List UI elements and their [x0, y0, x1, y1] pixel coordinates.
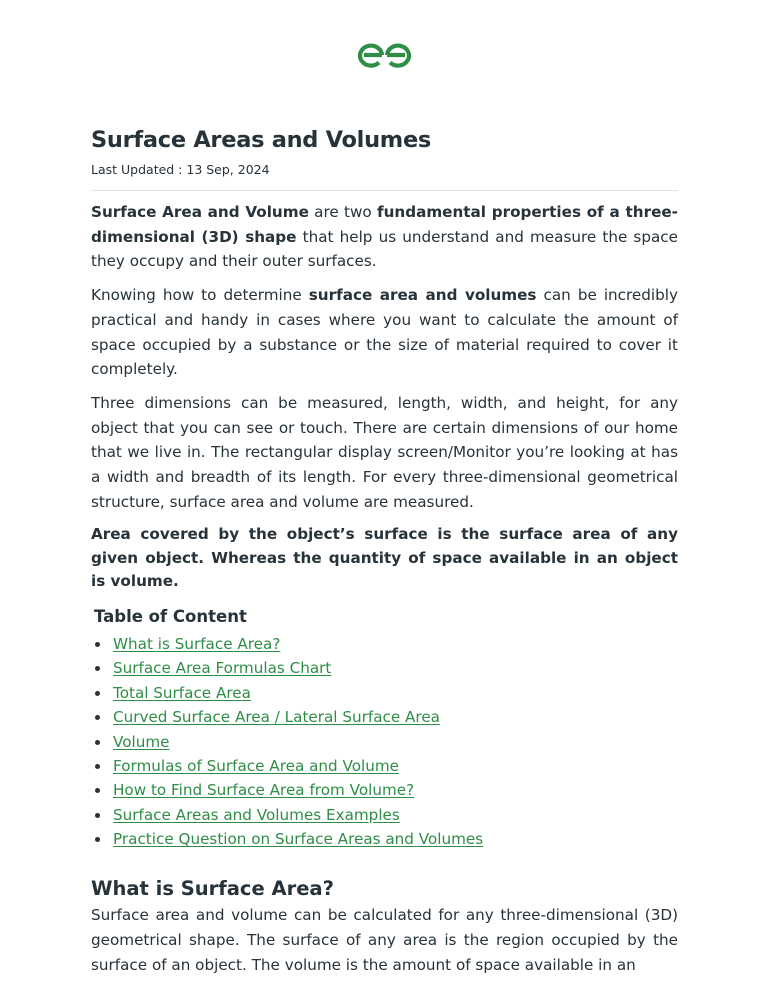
- toc-list: [91, 632, 678, 852]
- toc-link-formulas-area-volume[interactable]: Formulas of Surface Area and Volume: [113, 756, 399, 775]
- intro-text-2: that help us understand and measure the space they occupy and their outer surfaces.: [91, 227, 678, 271]
- intro-text-1: are two: [308, 203, 377, 221]
- table-of-content: [91, 605, 678, 852]
- paragraph-2: [91, 283, 678, 382]
- title-divider: [91, 190, 678, 191]
- paragraph-3: Three dimensions can be measured, length, width, and height, for any object that you can see or touch. There are certain dimensions of our home that we live in. The rectangular display screen/Monitor you’re looking at has a width and breadth of its length. For every three-dimensional geometrical structure, surface area and volume are measured.: [91, 393, 678, 511]
- toc-item: [91, 705, 678, 729]
- toc-item: [91, 656, 678, 680]
- toc-item: [91, 754, 678, 778]
- toc-link-practice-questions[interactable]: Practice Question on Surface Areas and Volumes: [113, 830, 484, 849]
- intro-bold-1: Surface Area and Volume: [91, 203, 309, 221]
- toc-item: [91, 803, 678, 827]
- section-1-paragraph: Surface area and volume can be calculated for any three-dimensional (3D) geometrical shape. The surface of any area is the region occupied by the surface of an object. The volume is the amount of space available in an: [91, 906, 678, 974]
- toc-item: [91, 632, 678, 656]
- paragraph-4: Area covered by the object’s surface is the surface area of any given object. Whereas the quantity of space available in an object is volume.: [91, 525, 678, 591]
- intro-bold-2: fundamental properties of a three-dimensional (3D) shape: [91, 203, 678, 246]
- toc-title: Table of Content: [94, 606, 247, 626]
- toc-item: [91, 730, 678, 754]
- p2-text-1: Knowing how to determine: [91, 286, 309, 305]
- intro-paragraph: [91, 200, 678, 274]
- article: [91, 124, 678, 978]
- toc-link-formulas-chart[interactable]: Surface Area Formulas Chart: [113, 659, 332, 678]
- toc-link-total-surface-area[interactable]: Total Surface Area: [113, 683, 251, 702]
- p2-text-2: can be incredibly practical and handy in cases where you want to calculate the amount of space occupied by a substance or the size of material required to cover it completely.: [91, 286, 678, 379]
- toc-item: [91, 681, 678, 705]
- toc-item: [91, 827, 678, 851]
- toc-link-volume[interactable]: Volume: [113, 732, 170, 751]
- section-heading-surface-area: What is Surface Area?: [91, 877, 334, 901]
- toc-link-curved-surface-area[interactable]: Curved Surface Area / Lateral Surface Area: [113, 708, 440, 727]
- page-title: Surface Areas and Volumes: [91, 127, 432, 153]
- toc-item: [91, 778, 678, 802]
- toc-link-examples[interactable]: Surface Areas and Volumes Examples: [113, 805, 400, 824]
- toc-link-what-is-surface-area[interactable]: What is Surface Area?: [113, 634, 281, 653]
- p2-bold-1: surface area and volumes: [308, 286, 537, 305]
- last-updated: Last Updated : 13 Sep, 2024: [91, 162, 270, 177]
- gfg-logo-icon[interactable]: [357, 40, 412, 70]
- toc-link-find-area-from-volume[interactable]: How to Find Surface Area from Volume?: [113, 781, 415, 800]
